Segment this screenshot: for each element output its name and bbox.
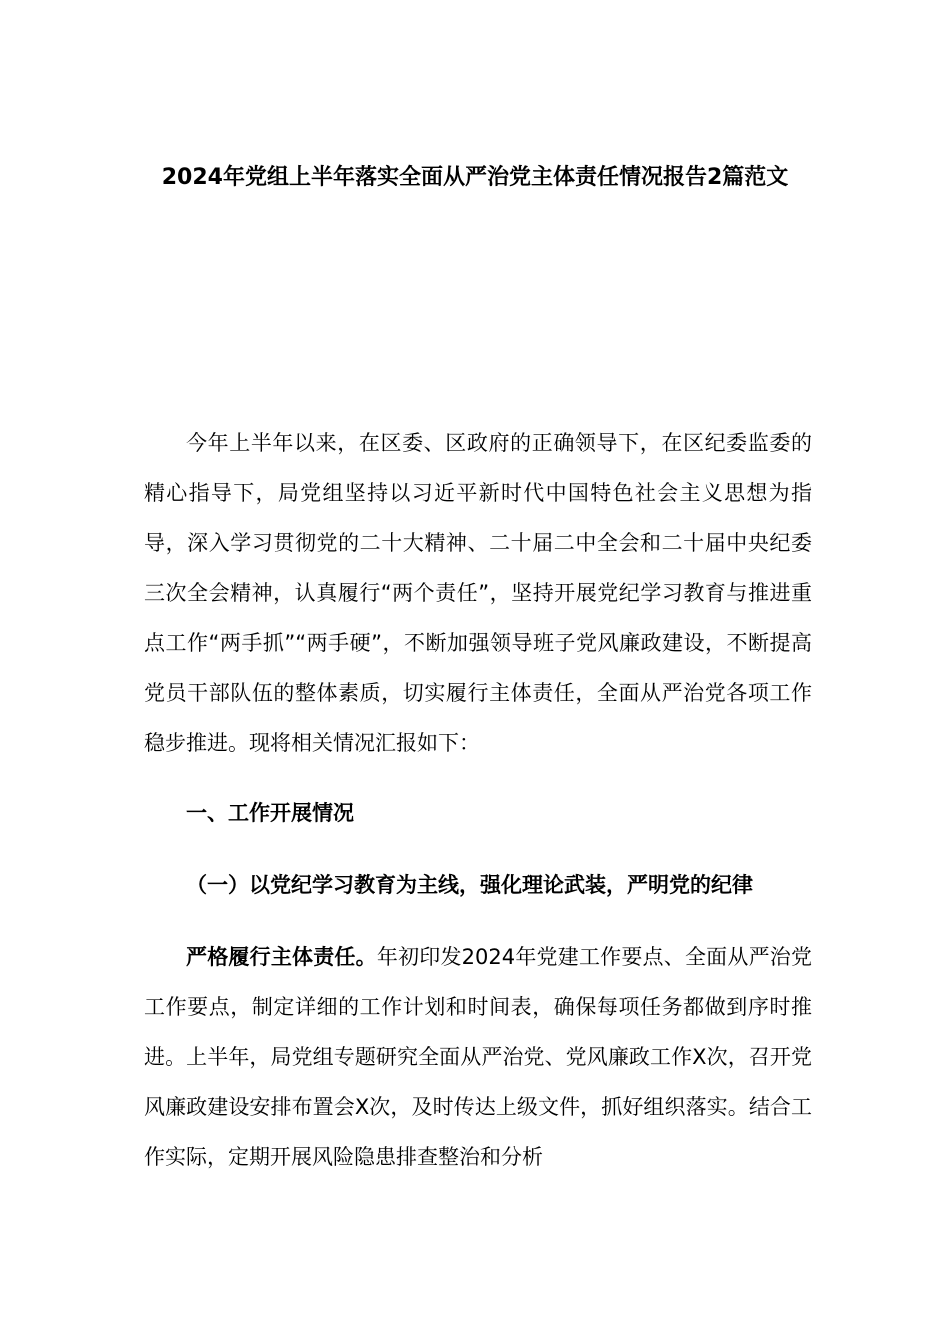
document-body [144, 418, 812, 1182]
paragraph-lead: 严格履行主体责任。 [186, 945, 377, 969]
paragraph-text: 年初印发2024年党建工作要点、全面从严治党工作要点，制定详细的工作计划和时间表，确保每项任务都做到序时推进。上半年，局党组专题研究全面从严治党、党风廉政工作X次，召开党风廉政建设安排布置会X次，及时传达上级文件，抓好组织落实。结合工作实际，定期开展风险隐患排查整治和分析 [144, 945, 812, 1169]
intro-paragraph: 今年上半年以来，在区委、区政府的正确领导下，在区纪委监委的精心指导下，局党组坚持以习近平新时代中国特色社会主义思想为指导，深入学习贯彻党的二十大精神、二十届二中全会和二十届中央纪委三次全会精神，认真履行“两个责任”，坚持开展党纪学习教育与推进重点工作“两手抓”“两手硬”，不断加强领导班子党风廉政建设，不断提高党员干部队伍的整体素质，切实履行主体责任，全面从严治党各项工作稳步推进。现将相关情况汇报如下： [144, 431, 812, 755]
subsection-heading: （一）以党纪学习教育为主线，强化理论武装，严明党的纪律 [186, 873, 753, 897]
section-heading: 一、工作开展情况 [186, 801, 354, 825]
document-title: 2024年党组上半年落实全面从严治党主体责任情况报告2篇范文 [161, 165, 789, 190]
body-paragraph [144, 932, 812, 1182]
